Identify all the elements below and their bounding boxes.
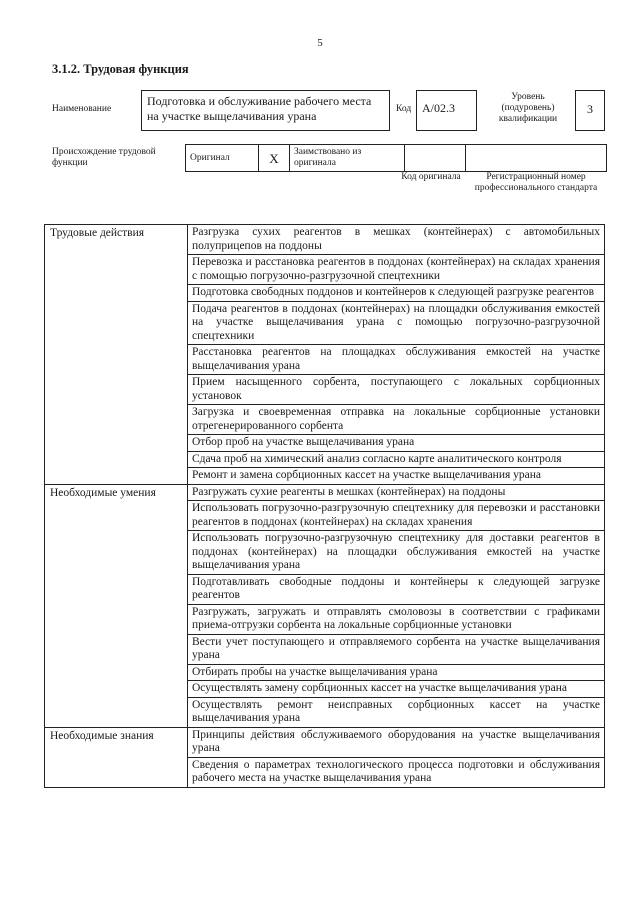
borrowed-label: Заимствовано из оригинала (290, 145, 405, 172)
section-category: Необходимые знания (45, 727, 188, 787)
section-item: Разгружать, загружать и отправлять смоловозы в соответствии с графиками приема-отгрузки сорбента на локальные сорбционные установки (188, 604, 605, 634)
page-number: 5 (317, 37, 323, 49)
section-item: Отбор проб на участке выщелачивания урана (188, 435, 605, 452)
function-code-box: А/02.3 (416, 90, 477, 131)
section-item: Принципы действия обслуживаемого оборудования на участке выщелачивания урана (188, 727, 605, 757)
original-code-cell (405, 145, 466, 172)
reg-number-cell (466, 145, 607, 172)
section-item: Подача реагентов в поддонах (контейнерах) на площадки обслуживания емкостей на участке выщелачивания урана с помощью погрузочно-разгрузочной спецтехники (188, 301, 605, 345)
qualification-level-label: Уровень (подуровень) квалификации (498, 92, 558, 124)
original-label: Оригинал (186, 145, 259, 172)
section-item: Отбирать пробы на участке выщелачивания урана (188, 664, 605, 681)
section-item: Использовать погрузочно-разгрузочную спецтехнику для доставки реагентов в поддонах (контейнерах) на площадки обслуживания емкостей на участке выщелачивания урана (188, 531, 605, 575)
section-item: Загрузка и своевременная отправка на локальные сорбционные установки отрегенерированного сорбента (188, 405, 605, 435)
table-row (45, 727, 605, 757)
section-category: Трудовые действия (45, 225, 188, 485)
section-item: Осуществлять ремонт неисправных сорбционных кассет на участке выщелачивания урана (188, 697, 605, 727)
function-name-box: Подготовка и обслуживание рабочего места на участке выщелачивания урана (141, 90, 390, 131)
name-label: Наименование (52, 104, 112, 114)
section-item: Сдача проб на химический анализ согласно карте аналитического контроля (188, 451, 605, 468)
origin-label: Происхождение трудовой функции (52, 147, 156, 168)
reg-number-label: Регистрационный номер профессионального стандарта (474, 172, 598, 193)
section-item: Разгрузка сухих реагентов в мешках (контейнерах) с автомобильных полуприцепов на поддоны (188, 225, 605, 255)
function-details-table (44, 224, 605, 788)
section-item: Осуществлять замену сорбционных кассет на участке выщелачивания урана (188, 681, 605, 698)
section-item: Разгружать сухие реагенты в мешках (контейнерах) на поддоны (188, 484, 605, 501)
table-row (45, 484, 605, 501)
section-title: 3.1.2. Трудовая функция (52, 62, 189, 76)
original-mark: X (259, 145, 290, 172)
section-item: Использовать погрузочно-разгрузочную спецтехнику для перевозки и расстановки реагентов в поддонах (контейнерах) на складах хранения (188, 501, 605, 531)
section-item: Подготавливать свободные поддоны и контейнеры к следующей загрузке реагентов (188, 574, 605, 604)
code-label: Код (396, 104, 412, 114)
table-row (45, 225, 605, 255)
origin-table (185, 144, 607, 172)
section-category: Необходимые умения (45, 484, 188, 727)
section-item: Подготовка свободных поддонов и контейнеров к следующей разгрузке реагентов (188, 285, 605, 302)
section-item: Сведения о параметрах технологического процесса подготовки и обслуживания рабочего места на участке выщелачивания урана (188, 757, 605, 787)
original-code-label: Код оригинала (401, 172, 461, 182)
qualification-level-box: 3 (575, 90, 605, 131)
section-item: Перевозка и расстановка реагентов в поддонах (контейнерах) на складах хранения с помощью погрузочно-разгрузочной спецтехники (188, 255, 605, 285)
section-item: Прием насыщенного сорбента, поступающего с локальных сорбционных установок (188, 375, 605, 405)
section-item: Ремонт и замена сорбционных кассет на участке выщелачивания урана (188, 468, 605, 485)
section-item: Расстановка реагентов на площадках обслуживания емкостей на участке выщелачивания урана (188, 345, 605, 375)
section-item: Вести учет поступающего и отправляемого сорбента на участке выщелачивания урана (188, 634, 605, 664)
